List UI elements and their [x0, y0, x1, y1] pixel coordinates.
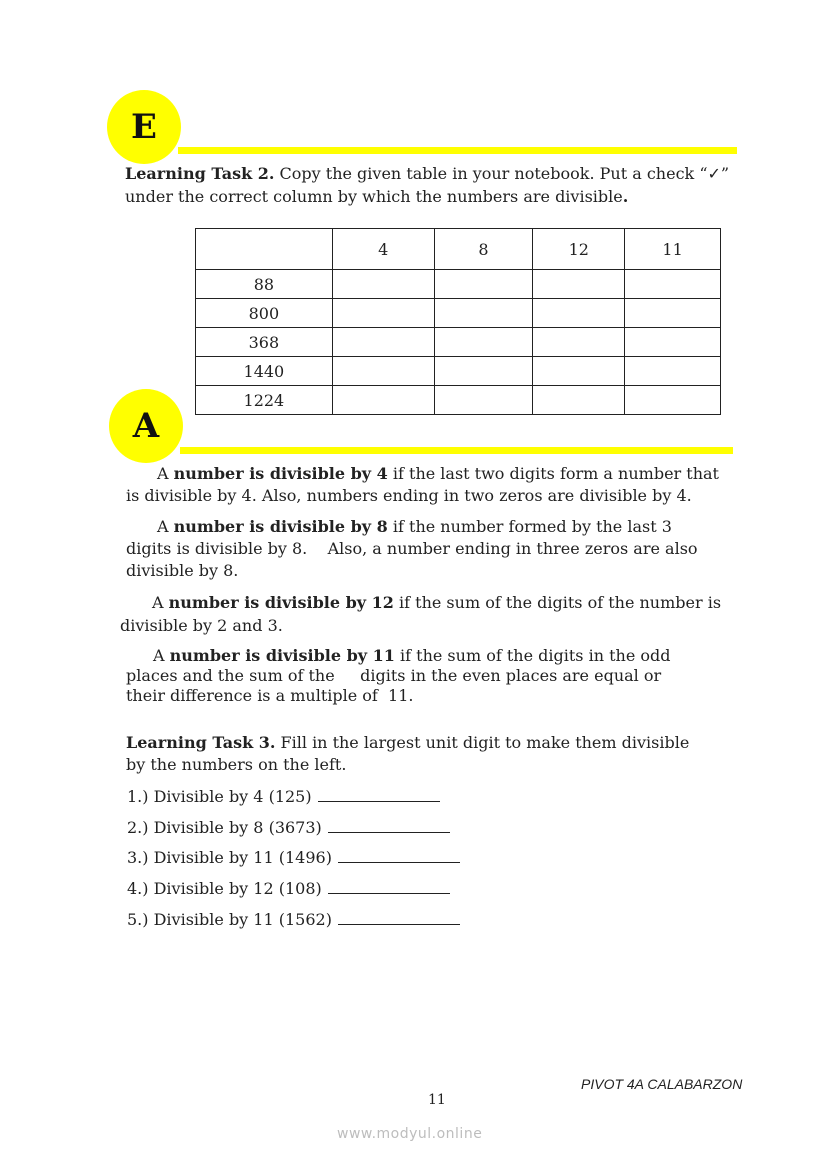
- row-number-cell: 88: [196, 270, 333, 299]
- rule-div-12: A number is divisible by 12 if the sum of the digits of the number is divisible by 2 and 3.: [120, 593, 722, 635]
- rule-div-8: A number is divisible by 8 if the number formed by the last 3 digits is divisible by 8. Also, a number ending in three zeros are also divisible by 8.: [126, 517, 698, 580]
- check-cell[interactable]: [533, 386, 625, 415]
- rule-div-4: A number is divisible by 4 if the last two digits form a number that is divisible by 4. Also, numbers ending in two zeros are divisible by 4.: [126, 464, 719, 505]
- check-cell[interactable]: [625, 328, 721, 357]
- table-header-cell: 11: [625, 229, 721, 270]
- task3-item: 5.) Divisible by 11 (1562): [127, 910, 460, 929]
- row-number-cell: 1440: [196, 357, 333, 386]
- table-header-cell: 4: [332, 229, 434, 270]
- task3-instructions: [126, 732, 746, 776]
- task2-instructions: [125, 163, 745, 208]
- rule-11-bold: number is divisible by 11: [169, 646, 395, 665]
- check-cell[interactable]: [625, 299, 721, 328]
- answer-blank[interactable]: [318, 787, 440, 802]
- task3-item: 1.) Divisible by 4 (125): [127, 787, 440, 806]
- check-cell[interactable]: [434, 328, 533, 357]
- rule-8-bold: number is divisible by 8: [173, 517, 388, 536]
- section-e-divider: [178, 147, 737, 154]
- check-cell[interactable]: [434, 357, 533, 386]
- task2-line2-end: .: [622, 187, 629, 206]
- check-cell[interactable]: [332, 386, 434, 415]
- section-a-badge: [109, 389, 183, 463]
- check-cell[interactable]: [332, 328, 434, 357]
- check-cell[interactable]: [434, 386, 533, 415]
- check-cell[interactable]: [533, 357, 625, 386]
- answer-blank[interactable]: [338, 848, 460, 863]
- check-cell[interactable]: [332, 357, 434, 386]
- row-number-cell: 800: [196, 299, 333, 328]
- task2-line2: under the correct column by which the numbers are divisible: [125, 187, 623, 206]
- table-row: [196, 299, 721, 328]
- table-header-cell: 12: [533, 229, 625, 270]
- check-cell[interactable]: [434, 299, 533, 328]
- table-row: [196, 328, 721, 357]
- rule-12-bold: number is divisible by 12: [168, 593, 394, 612]
- rule-div-11: A number is divisible by 11 if the sum of the digits in the odd places and the sum of the digits in the even places are equal or their difference is a multiple of 11.: [126, 646, 671, 705]
- check-cell[interactable]: [533, 270, 625, 299]
- check-cell[interactable]: [332, 299, 434, 328]
- row-number-cell: 1224: [196, 386, 333, 415]
- task3-line2: by the numbers on the left.: [126, 755, 347, 774]
- answer-blank[interactable]: [328, 818, 450, 833]
- footer-brand: PIVOT 4A CALABARZON: [581, 1076, 743, 1092]
- rule-4-bold: number is divisible by 4: [173, 464, 388, 483]
- section-e-letter: E: [131, 107, 157, 147]
- table-header-row: [196, 229, 721, 270]
- table-row: [196, 270, 721, 299]
- check-cell[interactable]: [434, 270, 533, 299]
- check-cell[interactable]: [625, 270, 721, 299]
- task3-label: Learning Task 3.: [126, 733, 276, 752]
- task3-line1: Fill in the largest unit digit to make them divisible: [275, 733, 690, 752]
- page-number: 11: [428, 1092, 446, 1108]
- table-row: [196, 357, 721, 386]
- check-cell[interactable]: [533, 299, 625, 328]
- check-cell[interactable]: [332, 270, 434, 299]
- section-e-badge: [107, 90, 181, 164]
- table-row: [196, 386, 721, 415]
- table-header-cell: 8: [434, 229, 533, 270]
- task3-item: 3.) Divisible by 11 (1496): [127, 848, 460, 867]
- answer-blank[interactable]: [328, 879, 450, 894]
- divisibility-table: [195, 228, 721, 415]
- answer-blank[interactable]: [338, 910, 460, 925]
- check-cell[interactable]: [625, 357, 721, 386]
- check-cell[interactable]: [625, 386, 721, 415]
- task2-label: Learning Task 2.: [125, 164, 275, 183]
- table-header-cell: [196, 229, 333, 270]
- row-number-cell: 368: [196, 328, 333, 357]
- watermark: www.modyul.online: [337, 1126, 483, 1142]
- section-a-letter: A: [132, 406, 160, 446]
- check-cell[interactable]: [533, 328, 625, 357]
- task3-item: 2.) Divisible by 8 (3673): [127, 818, 450, 837]
- task3-item: 4.) Divisible by 12 (108): [127, 879, 450, 898]
- task2-line1: Copy the given table in your notebook. Put a check “✓”: [274, 164, 730, 183]
- section-a-divider: [180, 447, 733, 454]
